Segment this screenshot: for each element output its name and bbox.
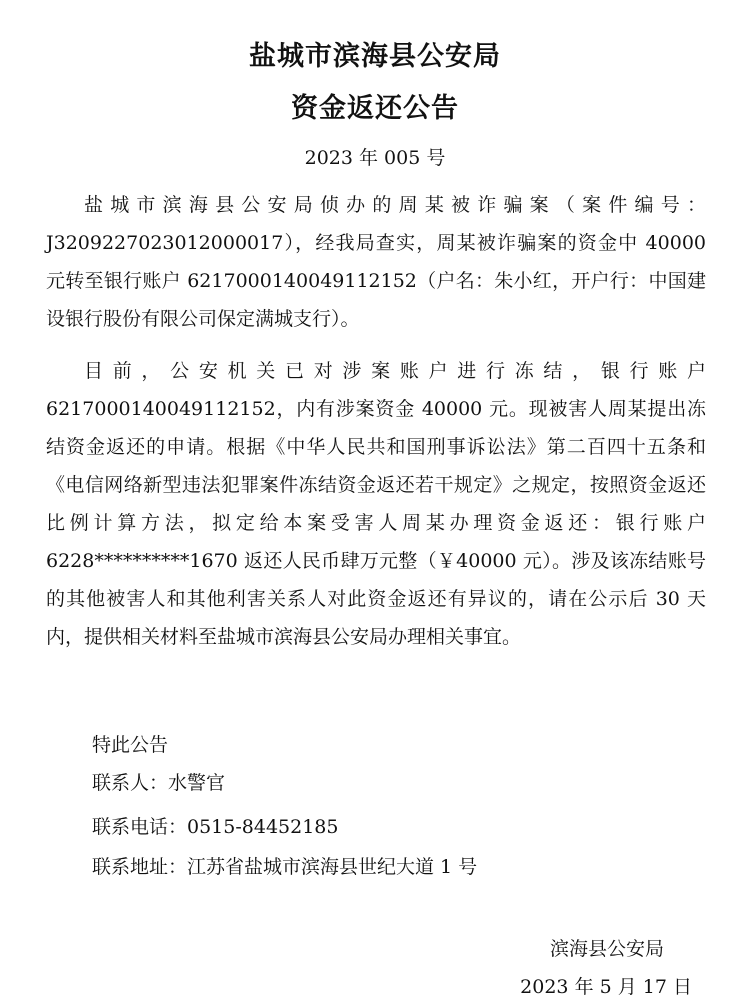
- document-number: 2023 年 005 号: [304, 147, 446, 169]
- body-paragraph-1: 盐城市滨海县公安局侦办的周某被诈骗案（案件编号：J3209227023012000017），经我局查实，周某被诈骗案的资金中 40000 元转至银行账户 6217000140049112152（户名：朱小红，开户行：中国建设银行股份有限公司保定满城支行）。: [46, 194, 706, 330]
- body-paragraph-2: 目前，公安机关已对涉案账户进行冻结，银行账户 6217000140049112152，内有涉案资金 40000 元。现被害人周某提出冻结资金返还的申请。根据《中华人民共和国刑事诉讼法》第二百四十五条和《电信网络新型违法犯罪案件冻结资金返还若干规定》之规定，按照资金返还比例计算方法，拟定给本案受害人周某办理资金返还：银行账户 6228**********1670 返还人民币肆万元整（￥40000 元）。涉及该冻结账号的其他被害人和其他利害关系人对此资金返还有异议的，请在公示后 30 天内，提供相关材料至盐城市滨海县公安局办理相关事宜。: [46, 360, 706, 648]
- document-title: 盐城市滨海县公安局: [249, 41, 501, 72]
- contact-phone: 联系电话：0515-84452185: [92, 816, 339, 838]
- closing-statement: 特此公告: [92, 734, 169, 756]
- issuer-signature: 滨海县公安局: [549, 938, 664, 960]
- issue-date: 2023 年 5 月 17 日: [520, 976, 692, 998]
- contact-address: 联系地址：江苏省盐城市滨海县世纪大道 1 号: [92, 856, 478, 878]
- document-subtitle: 资金返还公告: [291, 93, 459, 124]
- contact-person: 联系人：水警官: [92, 772, 226, 794]
